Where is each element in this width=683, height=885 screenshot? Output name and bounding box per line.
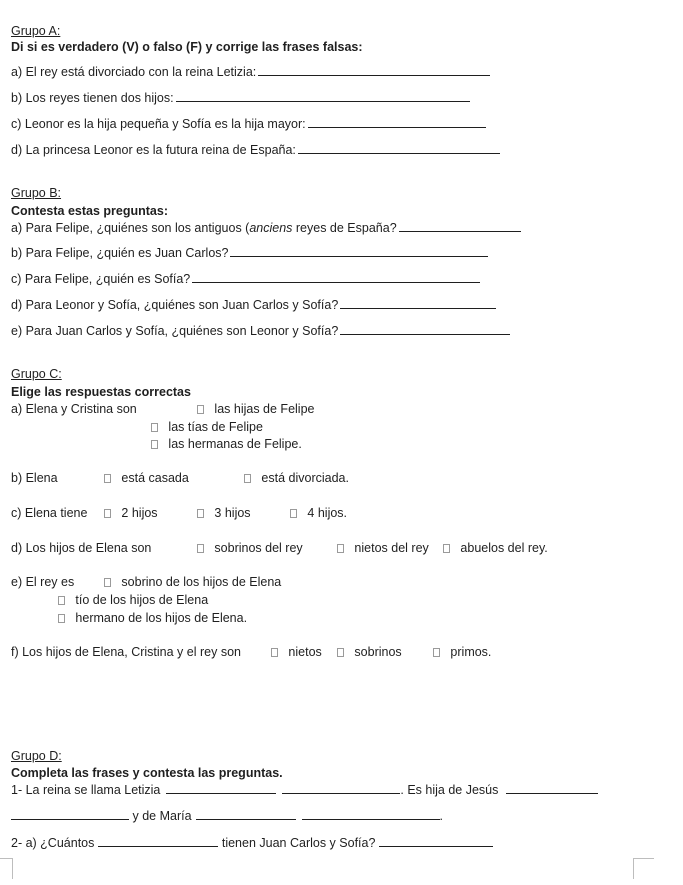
grupo-d-l2-a: y de María — [132, 809, 192, 823]
option-row[interactable] — [104, 506, 158, 521]
grupo-a-item-a-text: a) El rey está divorciado con la reina Letizia: — [11, 65, 257, 79]
checkbox[interactable] — [151, 440, 158, 449]
grupo-b-title: Grupo B: — [11, 186, 62, 200]
option-label: las tías de Felipe — [168, 420, 263, 434]
option-label: primos. — [450, 645, 492, 659]
answer-blank[interactable] — [379, 845, 493, 847]
option-row[interactable] — [337, 541, 429, 556]
page-corner-mark-left — [0, 858, 13, 879]
option-label: 4 hijos. — [307, 506, 348, 520]
option-row[interactable] — [271, 645, 322, 660]
answer-blank[interactable] — [176, 100, 470, 102]
option-label: nietos del rey — [354, 541, 429, 555]
option-label: 2 hijos — [121, 506, 158, 520]
option-row[interactable] — [337, 645, 402, 660]
grupo-b-item-e-text: e) Para Juan Carlos y Sofía, ¿quiénes son Leonor y Sofía? — [11, 324, 339, 338]
grupo-b-item-d-text: d) Para Leonor y Sofía, ¿quiénes son Juan Carlos y Sofía? — [11, 298, 339, 312]
grupo-b-item-a — [11, 221, 521, 236]
grupo-b-q1-end: reyes de España? — [292, 221, 397, 235]
answer-blank[interactable] — [11, 818, 129, 820]
grupo-b-item-e — [11, 324, 510, 339]
checkbox[interactable] — [104, 578, 111, 587]
option-row[interactable] — [151, 420, 263, 435]
grupo-c-c-prompt: c) Elena tiene — [11, 506, 88, 520]
option-label: las hijas de Felipe — [214, 402, 315, 416]
checkbox[interactable] — [104, 474, 111, 483]
grupo-d-l1-b: . Es hija de Jesús — [400, 783, 499, 797]
grupo-a-item-c-text: c) Leonor es la hija pequeña y Sofía es la hija mayor: — [11, 117, 306, 131]
checkbox[interactable] — [58, 596, 65, 605]
grupo-b-q1-start: a) Para Felipe, ¿quiénes son los antiguos ( — [11, 221, 250, 235]
option-row[interactable] — [197, 402, 314, 417]
grupo-a-item-c — [11, 117, 486, 132]
answer-blank[interactable] — [196, 818, 296, 820]
answer-blank[interactable] — [340, 307, 496, 309]
option-label: nietos — [288, 645, 322, 659]
checkbox[interactable] — [290, 509, 297, 518]
option-row[interactable] — [443, 541, 548, 556]
checkbox[interactable] — [244, 474, 251, 483]
option-label: sobrinos — [354, 645, 402, 659]
option-row[interactable] — [151, 437, 302, 452]
answer-blank[interactable] — [506, 792, 598, 794]
answer-blank[interactable] — [399, 230, 521, 232]
grupo-b-item-c-text: c) Para Felipe, ¿quién es Sofía? — [11, 272, 191, 286]
grupo-d-l2-b: . — [439, 809, 444, 823]
answer-blank[interactable] — [230, 255, 488, 257]
answer-blank[interactable] — [302, 818, 440, 820]
grupo-a-item-d — [11, 143, 500, 158]
grupo-c-title: Grupo C: — [11, 367, 62, 381]
checkbox[interactable] — [271, 648, 278, 657]
grupo-d-line-3 — [11, 836, 493, 851]
checkbox[interactable] — [104, 509, 111, 518]
checkbox[interactable] — [197, 405, 204, 414]
grupo-c-a-prompt: a) Elena y Cristina son — [11, 402, 137, 416]
grupo-b-item-d — [11, 298, 496, 313]
option-label: 3 hijos — [214, 506, 251, 520]
answer-blank[interactable] — [282, 792, 400, 794]
grupo-d-l3-a: 2- a) ¿Cuántos — [11, 836, 95, 850]
checkbox[interactable] — [443, 544, 450, 553]
option-row[interactable] — [104, 575, 281, 590]
grupo-a-title: Grupo A: — [11, 24, 61, 38]
grupo-d-line-2 — [11, 809, 443, 824]
grupo-d-line-1 — [11, 783, 598, 798]
option-label: está divorciada. — [261, 471, 349, 485]
grupo-a-item-b-text: b) Los reyes tienen dos hijos: — [11, 91, 174, 105]
grupo-c-f-prompt: f) Los hijos de Elena, Cristina y el rey son — [11, 645, 241, 659]
option-label: está casada — [121, 471, 189, 485]
answer-blank[interactable] — [340, 333, 510, 335]
checkbox[interactable] — [337, 648, 344, 657]
grupo-d-instruction: Completa las frases y contesta las preguntas. — [11, 766, 283, 780]
option-row[interactable] — [58, 611, 247, 626]
grupo-b-item-b — [11, 246, 488, 261]
grupo-b-instruction: Contesta estas preguntas: — [11, 204, 168, 218]
option-row[interactable] — [197, 506, 251, 521]
grupo-d-l3-b: tienen Juan Carlos y Sofía? — [221, 836, 376, 850]
option-label: tío de los hijos de Elena — [75, 593, 209, 607]
checkbox[interactable] — [197, 509, 204, 518]
answer-blank[interactable] — [166, 792, 276, 794]
grupo-a-instruction: Di si es verdadero (V) o falso (F) y corrige las frases falsas: — [11, 40, 363, 54]
option-label: hermano de los hijos de Elena. — [75, 611, 248, 625]
checkbox[interactable] — [151, 423, 158, 432]
option-row[interactable] — [433, 645, 491, 660]
grupo-c-d-prompt: d) Los hijos de Elena son — [11, 541, 152, 555]
option-label: abuelos del rey. — [460, 541, 548, 555]
answer-blank[interactable] — [98, 845, 218, 847]
grupo-d-l1-a: 1- La reina se llama Letizia — [11, 783, 161, 797]
grupo-b-q1-italic: anciens — [249, 221, 293, 235]
checkbox[interactable] — [197, 544, 204, 553]
option-row[interactable] — [58, 593, 208, 608]
answer-blank[interactable] — [258, 74, 490, 76]
grupo-b-item-c — [11, 272, 480, 287]
option-row[interactable] — [104, 471, 189, 486]
option-label: sobrinos del rey — [214, 541, 303, 555]
grupo-a-item-a — [11, 65, 490, 80]
grupo-a-item-b — [11, 91, 470, 106]
option-label: las hermanas de Felipe. — [168, 437, 302, 451]
checkbox[interactable] — [433, 648, 440, 657]
grupo-c-e-prompt: e) El rey es — [11, 575, 75, 589]
option-label: sobrino de los hijos de Elena — [121, 575, 282, 589]
grupo-d-title: Grupo D: — [11, 749, 62, 763]
option-row[interactable] — [290, 506, 347, 521]
answer-blank[interactable] — [192, 281, 480, 283]
grupo-c-b-prompt: b) Elena — [11, 471, 58, 485]
grupo-c-instruction: Elige las respuestas correctas — [11, 385, 191, 399]
grupo-b-item-b-text: b) Para Felipe, ¿quién es Juan Carlos? — [11, 246, 229, 260]
checkbox[interactable] — [337, 544, 344, 553]
grupo-a-item-d-text: d) La princesa Leonor es la futura reina de España: — [11, 143, 296, 157]
option-row[interactable] — [197, 541, 303, 556]
answer-blank[interactable] — [298, 152, 500, 154]
page-corner-mark-right — [633, 858, 654, 879]
option-row[interactable] — [244, 471, 349, 486]
answer-blank[interactable] — [308, 126, 486, 128]
checkbox[interactable] — [58, 614, 65, 623]
